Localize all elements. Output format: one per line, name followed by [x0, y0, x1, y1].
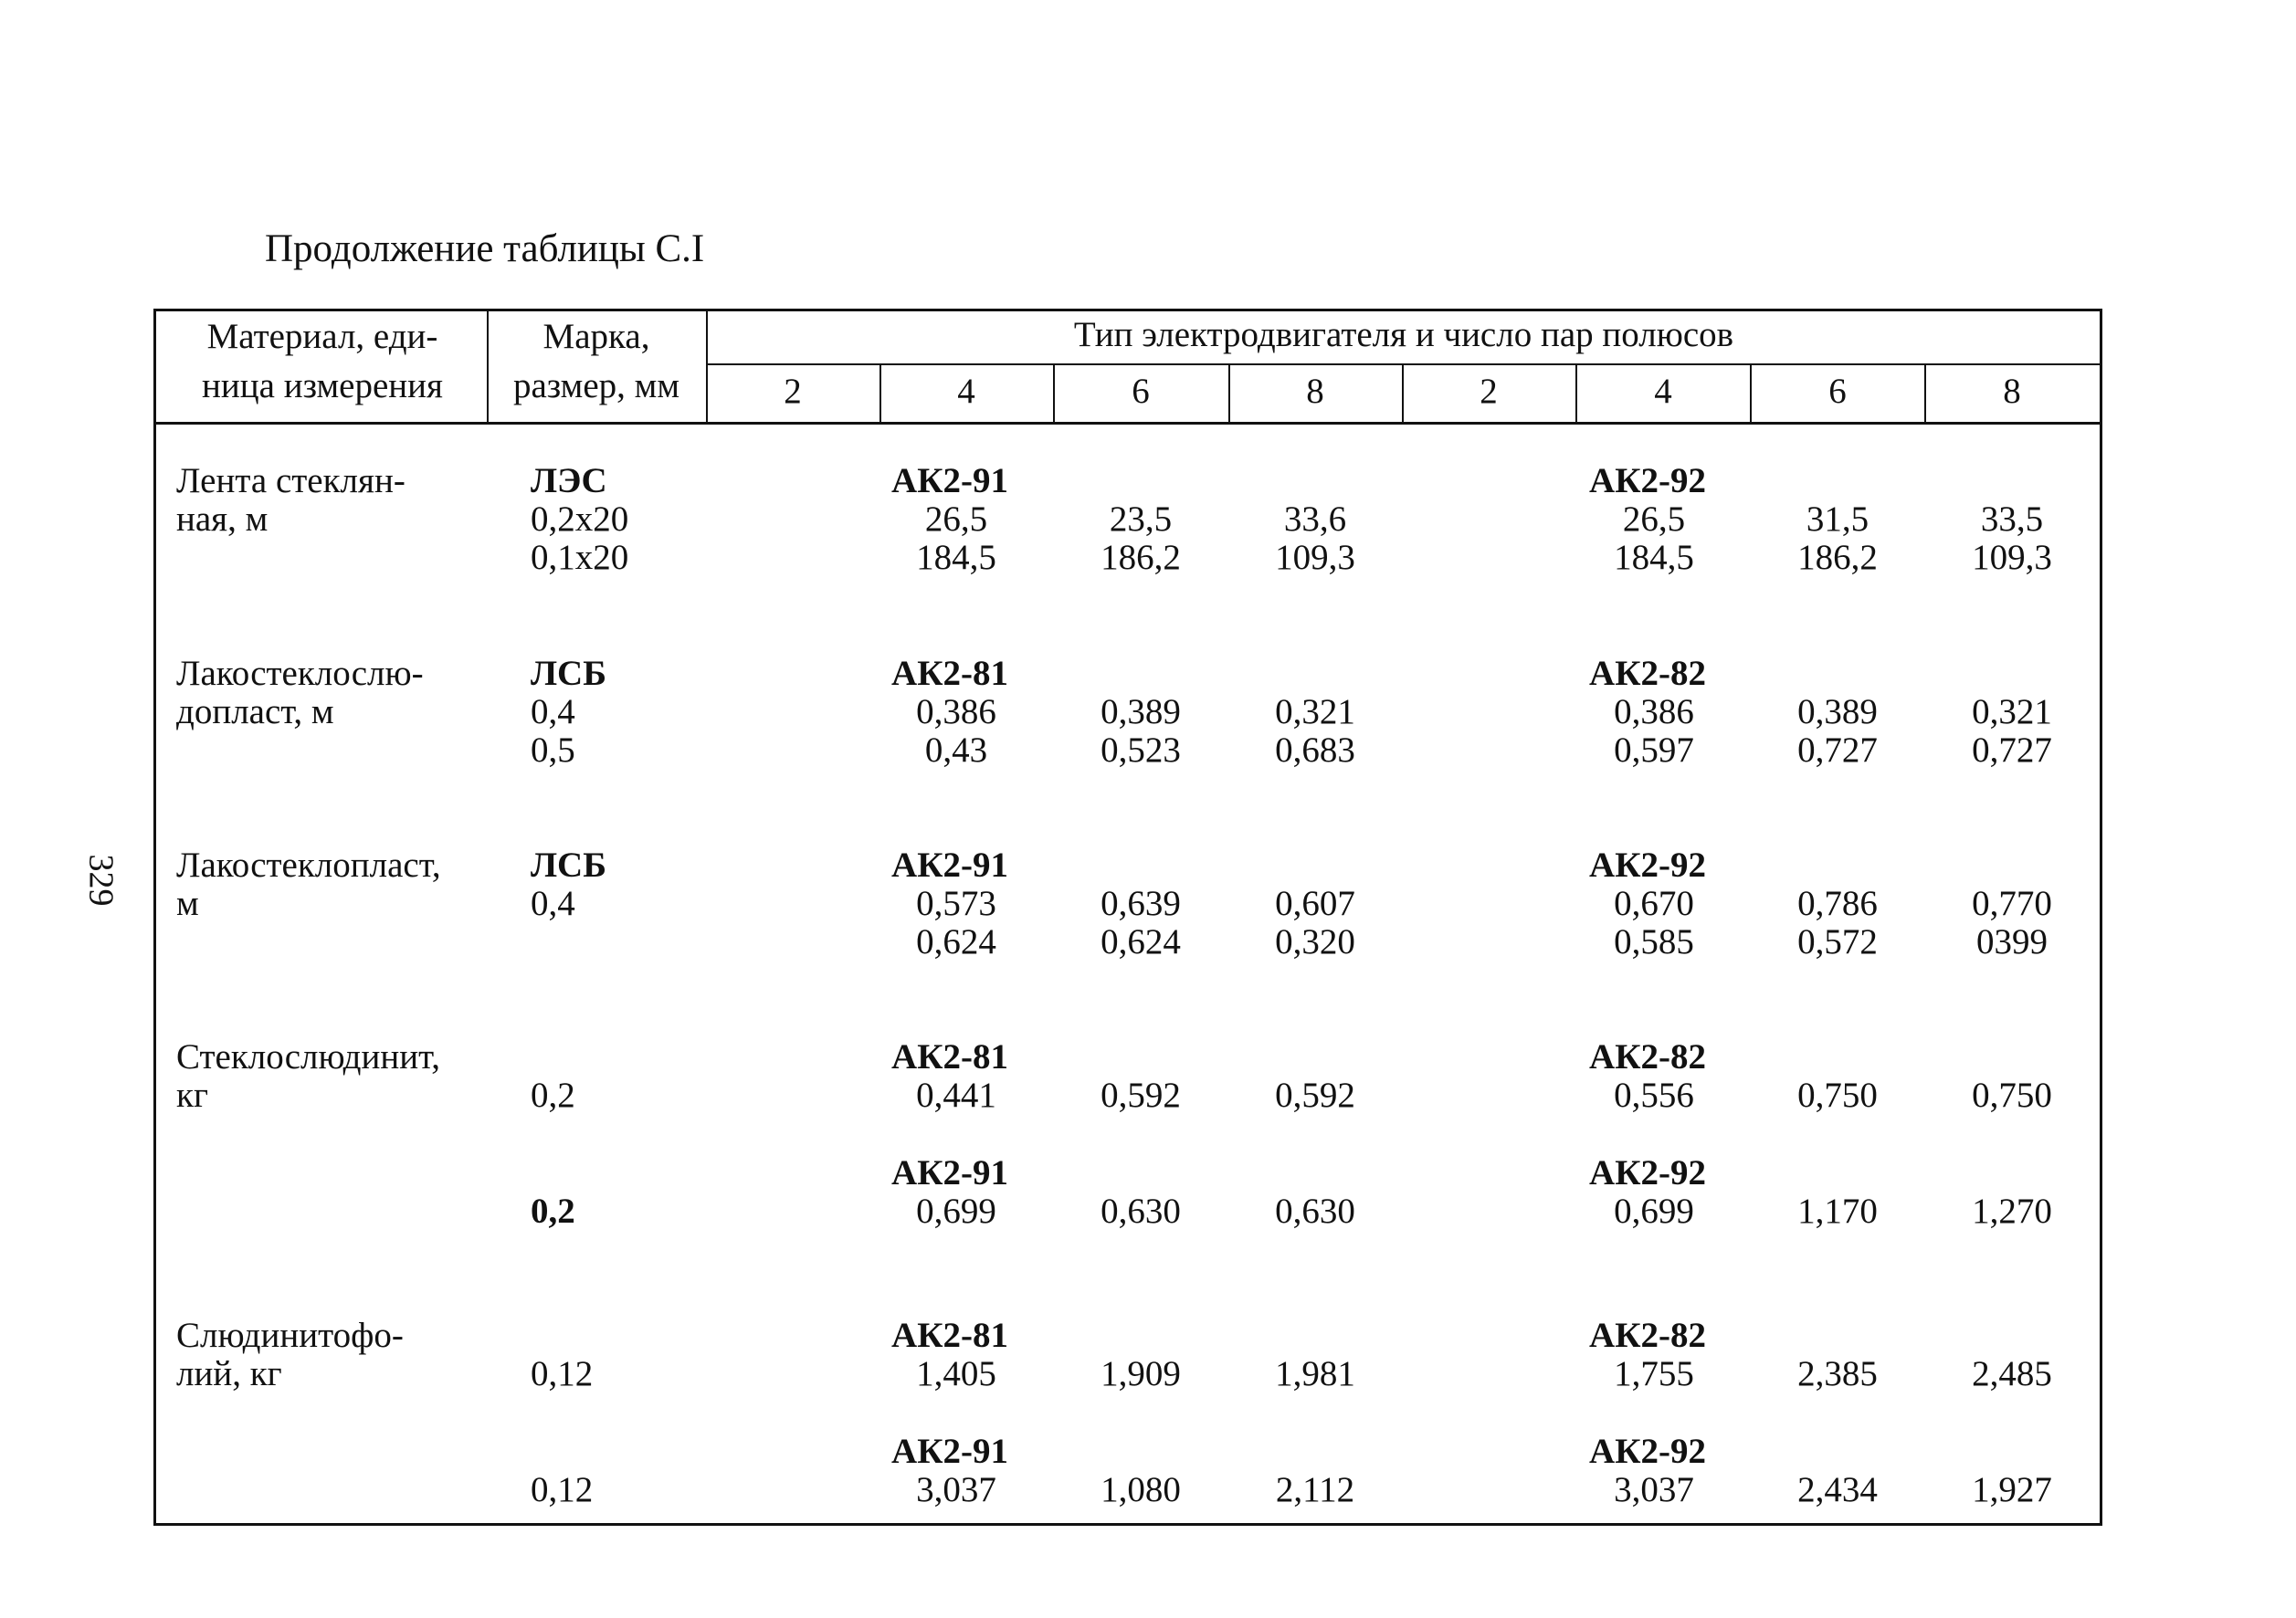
pole-header-cell: 4 — [957, 372, 975, 411]
motor-model-left: АК2-91 — [891, 1153, 1008, 1192]
table-cell-value: 33,6 — [1283, 499, 1347, 539]
table-cell-value: 0399 — [1976, 922, 2048, 961]
table-cell-value: 0,750 — [1797, 1076, 1878, 1115]
material-name: кг — [176, 1076, 208, 1115]
motor-model-right: АК2-92 — [1589, 1153, 1706, 1192]
table-cell-value: 0,699 — [916, 1192, 996, 1231]
table-cell-value: 0,786 — [1797, 884, 1878, 923]
table-cell-value: 0,572 — [1797, 922, 1878, 961]
header-motor-type: Тип электродвигателя и число пар полюсов — [1073, 315, 1734, 354]
table-cell-value: 0,386 — [1614, 692, 1694, 731]
table-cell-value: 0,585 — [1614, 922, 1694, 961]
col-divider-material — [487, 309, 489, 424]
pole-header-cell: 8 — [1306, 372, 1324, 411]
table-cell-value: 23,5 — [1109, 499, 1173, 539]
size-value: 0,12 — [531, 1470, 594, 1509]
table-cell-value: 109,3 — [1275, 538, 1355, 577]
table-cell-value: 1,755 — [1614, 1354, 1694, 1393]
material-name: ная, м — [176, 499, 269, 539]
mark-label: ЛСБ — [531, 846, 607, 885]
table-cell-value: 0,624 — [1101, 922, 1181, 961]
pole-header-cell: 6 — [1132, 372, 1150, 411]
page-number: 329 — [81, 854, 121, 907]
table-cell-value: 26,5 — [924, 499, 988, 539]
table-cell-value: 0,639 — [1101, 884, 1181, 923]
motor-model-left: АК2-81 — [891, 654, 1008, 693]
table-cell-value: 0,727 — [1972, 730, 2052, 770]
table-cell-value: 0,389 — [1101, 692, 1181, 731]
table-cell-value: 0,607 — [1275, 884, 1355, 923]
table-cell-value: 0,573 — [916, 884, 996, 923]
table-cell-value: 184,5 — [1614, 538, 1694, 577]
table-cell-value: 1,909 — [1101, 1354, 1181, 1393]
size-value: 0,2 — [531, 1192, 575, 1231]
pole-divider — [1402, 363, 1404, 424]
table-cell-value: 0,670 — [1614, 884, 1694, 923]
motor-model-right: АК2-92 — [1589, 461, 1706, 500]
header-mid-rule — [706, 363, 2102, 365]
table-cell-value: 3,037 — [1614, 1470, 1694, 1509]
table-cell-value: 1,080 — [1101, 1470, 1181, 1509]
table-cell-value: 0,556 — [1614, 1076, 1694, 1115]
table-cell-value: 0,43 — [924, 730, 988, 770]
mark-label: ЛСБ — [531, 654, 607, 693]
table-cell-value: 2,112 — [1275, 1470, 1355, 1509]
material-name: лий, кг — [176, 1354, 282, 1393]
material-name: допласт, м — [176, 692, 334, 731]
table-cell-value: 1,405 — [916, 1354, 996, 1393]
table-cell-value: 2,434 — [1797, 1470, 1878, 1509]
table-cell-value: 0,523 — [1101, 730, 1181, 770]
table-cell-value: 1,981 — [1275, 1354, 1355, 1393]
table-cell-value: 0,699 — [1614, 1192, 1694, 1231]
table-caption: Продолжение таблицы С.I — [265, 227, 705, 270]
table-cell-value: 2,385 — [1797, 1354, 1878, 1393]
table-cell-value: 2,485 — [1972, 1354, 2052, 1393]
pole-divider — [1228, 363, 1230, 424]
col-divider-marka — [706, 309, 708, 424]
table-cell-value: 0,592 — [1275, 1076, 1355, 1115]
pole-divider — [1053, 363, 1055, 424]
table-cell-value: 1,170 — [1797, 1192, 1878, 1231]
motor-model-left: АК2-81 — [891, 1316, 1008, 1355]
table-cell-value: 33,5 — [1980, 499, 2044, 539]
size-value: 0,1x20 — [531, 538, 629, 577]
motor-model-right: АК2-82 — [1589, 1316, 1706, 1355]
table-cell-value: 0,321 — [1275, 692, 1355, 731]
material-name: Лакостеклослю- — [176, 654, 424, 693]
table-cell-value: 31,5 — [1806, 499, 1869, 539]
table-cell-value: 3,037 — [916, 1470, 996, 1509]
size-value: 0,12 — [531, 1354, 594, 1393]
table-cell-value: 0,750 — [1972, 1076, 2052, 1115]
table-cell-value: 0,727 — [1797, 730, 1878, 770]
pole-header-cell: 2 — [1480, 372, 1498, 411]
table-cell-value: 0,321 — [1972, 692, 2052, 731]
material-name: Лакостеклопласт, — [176, 846, 441, 885]
material-name: Слюдинитофо- — [176, 1316, 404, 1355]
size-value: 0,4 — [531, 692, 575, 731]
pole-header-cell: 6 — [1828, 372, 1847, 411]
table-cell-value: 0,320 — [1275, 922, 1355, 961]
pole-divider — [1575, 363, 1577, 424]
table-cell-value: 0,630 — [1275, 1192, 1355, 1231]
table-cell-value: 26,5 — [1622, 499, 1686, 539]
table-cell-value: 109,3 — [1972, 538, 2052, 577]
pole-header-cell: 2 — [784, 372, 802, 411]
mark-label: ЛЭС — [531, 461, 607, 500]
pole-header-cell: 8 — [2003, 372, 2021, 411]
pole-divider — [1924, 363, 1926, 424]
motor-model-right: АК2-82 — [1589, 654, 1706, 693]
table-cell-value: 0,386 — [916, 692, 996, 731]
motor-model-right: АК2-82 — [1589, 1037, 1706, 1077]
header-marka-line1: Марка, — [542, 317, 650, 356]
header-material-line2: ница измерения — [202, 366, 443, 405]
table-cell-value: 184,5 — [916, 538, 996, 577]
table-cell-value: 186,2 — [1101, 538, 1181, 577]
table-cell-value: 0,630 — [1101, 1192, 1181, 1231]
size-value: 0,5 — [531, 730, 575, 770]
size-value: 0,2 — [531, 1076, 575, 1115]
table-cell-value: 0,389 — [1797, 692, 1878, 731]
header-bottom-rule — [153, 422, 2102, 425]
pole-header-cell: 4 — [1654, 372, 1672, 411]
table-cell-value: 0,441 — [916, 1076, 996, 1115]
material-name: Стеклослюдинит, — [176, 1037, 440, 1077]
table-cell-value: 1,927 — [1972, 1470, 2052, 1509]
size-value: 0,2x20 — [531, 499, 629, 539]
table-cell-value: 0,624 — [916, 922, 996, 961]
material-name: Лента стеклян- — [176, 461, 405, 500]
motor-model-left: АК2-91 — [891, 1432, 1008, 1471]
table-cell-value: 0,597 — [1614, 730, 1694, 770]
header-marka-line2: размер, мм — [512, 366, 680, 405]
header-material-line1: Материал, еди- — [206, 317, 438, 356]
motor-model-left: АК2-91 — [891, 461, 1008, 500]
pole-divider — [879, 363, 881, 424]
pole-divider — [1750, 363, 1752, 424]
motor-model-right: АК2-92 — [1589, 846, 1706, 885]
table-cell-value: 0,592 — [1101, 1076, 1181, 1115]
motor-model-left: АК2-91 — [891, 846, 1008, 885]
table-cell-value: 1,270 — [1972, 1192, 2052, 1231]
table-cell-value: 0,683 — [1275, 730, 1355, 770]
motor-model-left: АК2-81 — [891, 1037, 1008, 1077]
motor-model-right: АК2-92 — [1589, 1432, 1706, 1471]
material-name: м — [176, 884, 199, 923]
table-cell-value: 0,770 — [1972, 884, 2052, 923]
size-value: 0,4 — [531, 884, 575, 923]
table-cell-value: 186,2 — [1797, 538, 1878, 577]
